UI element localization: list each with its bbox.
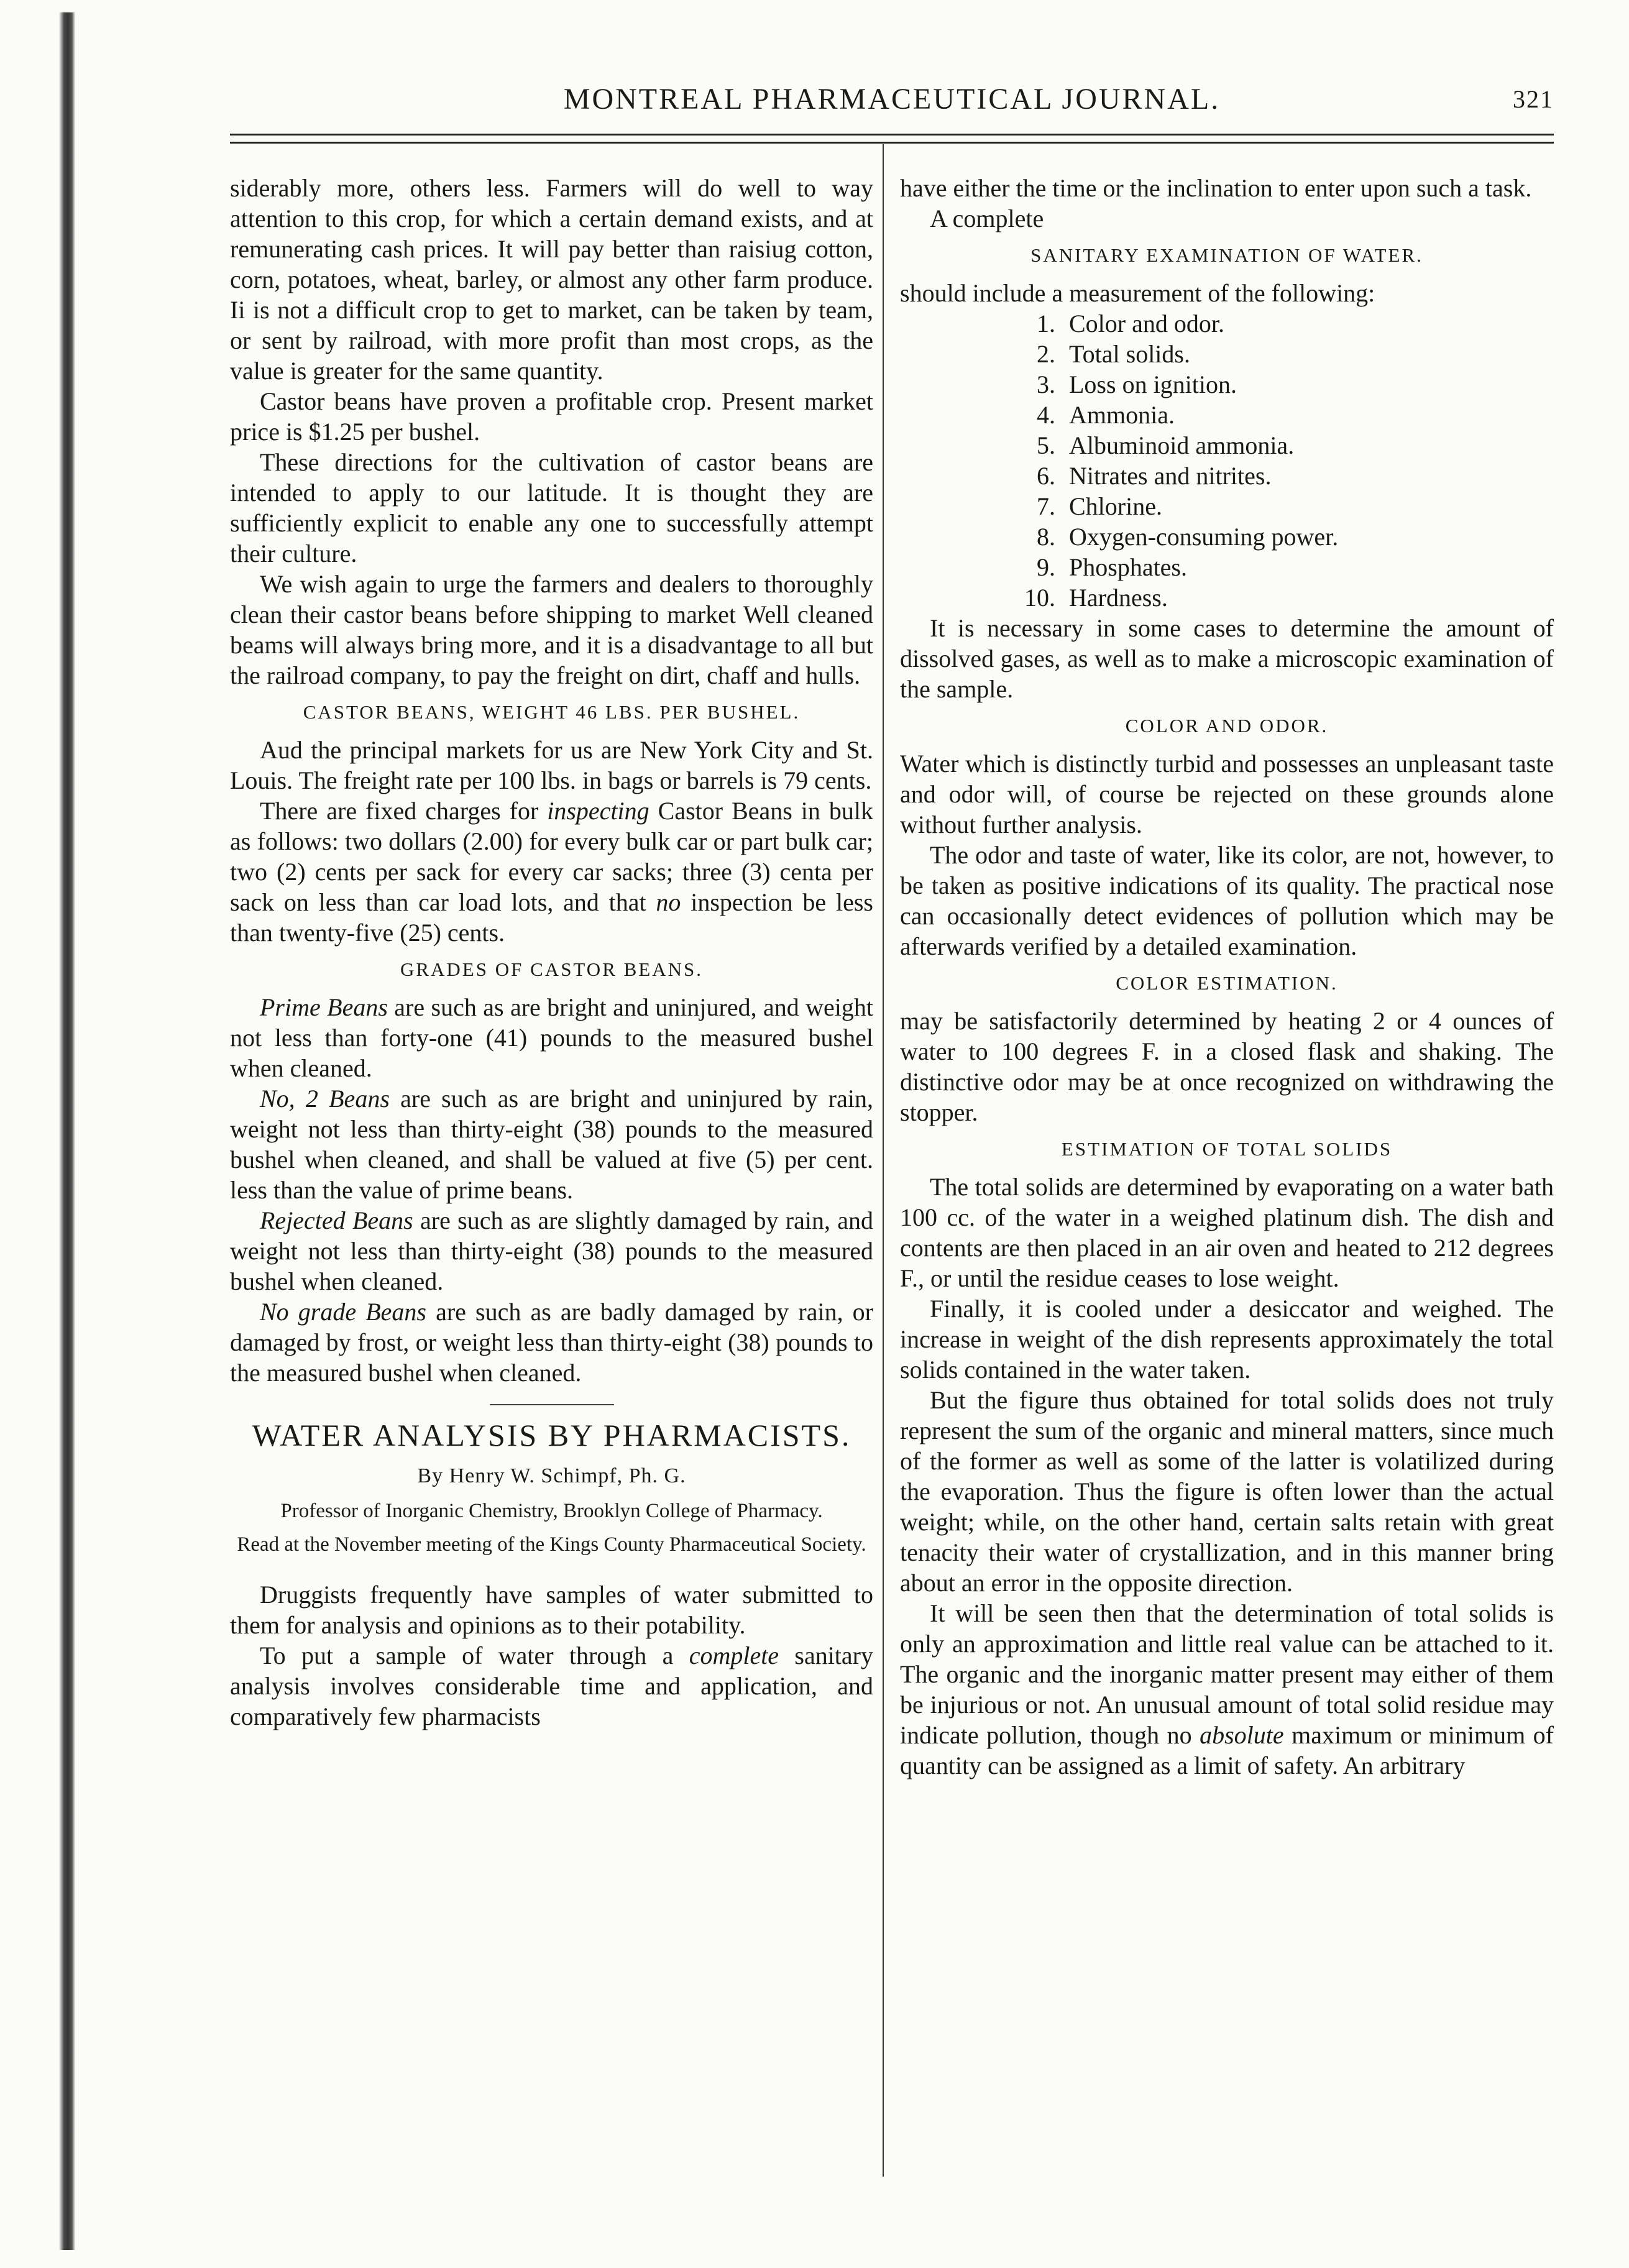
section-heading-color-odor: COLOR AND ODOR.	[1125, 715, 1329, 737]
paragraph: Aud the principal markets for us are New York City and St. Louis. The freight rate per 100 lbs. in bags or barrels is 79 cents.	[230, 736, 873, 794]
paragraph: siderably more, others less. Farmers will do well to way attention to this crop, for which a certain demand exists, and at remunerating cash prices. It will pay better than raisiug cotton, corn, potatoes, wheat, barley, or almost any other farm produce. Ii is not a difficult crop to get to market, can be taken by team, or sent by railroad, with more profit than most crops, as the value is greater for the same quantity.	[230, 174, 873, 385]
paragraph: These directions for the cultivation of castor beans are intended to apply to our latitude. It is thought they are sufficiently explicit to enable any one to successfully attempt their culture.	[230, 448, 873, 567]
paragraph: It will be seen then that the determination of total solids is only an approximation and little real value can be attached to it. The organic and the inorganic matter present may either of them be injurious or not. An unusual amount of total solid residue may indicate pollution, though no absolute maximum or minimum of quantity can be assigned as a limit of safety. An arbitrary	[900, 1599, 1554, 1779]
author-byline: By Henry W. Schimpf, Ph. G.	[417, 1464, 686, 1487]
paragraph: It is necessary in some cases to determine the amount of dissolved gases, as well as to make a microscopic examination of the sample.	[900, 614, 1554, 703]
paragraph: may be satisfactorily determined by heating 2 or 4 ounces of water to 100 degrees F. in a closed flask and shaking. The distinctive odor may be at once recognized on withdrawing the stopper.	[900, 1007, 1554, 1126]
article-title: WATER ANALYSIS BY PHARMACISTS.	[252, 1418, 851, 1453]
paragraph: The odor and taste of water, like its color, are not, however, to be taken as positive indications of its quality. The practical nose can occasionally detect evidences of pollution which may be afterwards verified by a detailed examination.	[900, 841, 1554, 960]
paragraph: Water which is distinctly turbid and possesses an unpleasant taste and odor will, of course be rejected on these grounds alone without further analysis.	[900, 750, 1554, 838]
header-double-rule	[230, 134, 1554, 144]
binding-edge	[59, 12, 75, 2250]
grade-no2: No, 2 Beans are such as are bright and uninjured by rain, weight not less than thirty-eight (38) pounds to the measured bushel when cleaned, and shall be valued at five (5) per cent. less than the value of prime beans.	[230, 1085, 873, 1204]
paragraph-inspection: There are fixed charges for inspecting Castor Beans in bulk as follows: two dollars (2.00) for every bulk car or part bulk car; two (2) cents per sack for every car sacks; three (3) centa per sack on less than car load lots, and that no inspection be less than twenty-five (25) cents.	[230, 797, 874, 947]
list-item: 3. Loss on ignition.	[1037, 370, 1237, 398]
section-heading-grades: GRADES OF CASTOR BEANS.	[400, 958, 703, 980]
section-heading-sanitary: SANITARY EXAMINATION OF WATER.	[1030, 244, 1423, 266]
author-affiliation: Professor of Inorganic Chemistry, Brooklyn College of Pharmacy.	[280, 1500, 823, 1522]
list-item: 1. Color and odor.	[1037, 310, 1224, 337]
grade-no-grade: No grade Beans are such as are badly damaged by rain, or damaged by frost, or weight less than thirty-eight (38) pounds to the measured bushel when cleaned.	[230, 1298, 874, 1387]
section-heading-color-estimation: COLOR ESTIMATION.	[1116, 972, 1338, 994]
test-list	[900, 308, 1554, 613]
paragraph: But the figure thus obtained for total solids does not truly represent the sum of the organic and mineral matters, since much of the former as well as some of the latter is volatilized during the evaporation. Thus the figure is often lower than the actual weight; while, on the other hand, certain salts retain with great tenacity their water of crystallization, and in this manner bring about an error in the opposite direction.	[900, 1386, 1554, 1597]
grade-rejected: Rejected Beans are such as are slightly damaged by rain, and weight not less than thirty-eight (38) pounds to the measured bushel when cleaned.	[230, 1206, 873, 1295]
paragraph: Castor beans have proven a profitable crop. Present market price is $1.25 per bushel.	[230, 387, 873, 446]
list-item: 5. Albuminoid ammonia.	[1037, 431, 1295, 459]
list-item: 4. Ammonia.	[1037, 401, 1175, 429]
paragraph: A complete	[930, 204, 1044, 232]
list-item: 7. Chlorine.	[1037, 492, 1162, 520]
read-note: Read at the November meeting of the Kings County Pharmaceutical Society.	[237, 1533, 866, 1556]
paragraph: Finally, it is cooled under a desiccator and weighed. The increase in weight of the dish represents approximately the total solids contained in the water taken.	[900, 1295, 1554, 1384]
column-divider	[883, 144, 884, 2177]
paragraph: should include a measurement of the following:	[900, 279, 1375, 307]
paragraph: We wish again to urge the farmers and dealers to thoroughly clean their castor beans before shipping to market Well cleaned beams will always bring more, and it is a disadvantage to all but the railroad company, to pay the freight on dirt, chaff and hulls.	[230, 570, 873, 689]
list-item: 8. Oxygen-consuming power.	[1037, 523, 1339, 551]
paragraph: The total solids are determined by evaporating on a water bath 100 cc. of the water in a weighed platinum dish. The dish and contents are then placed in an air oven and heated to 212 degrees F., or until the residue ceases to lose weight.	[900, 1173, 1554, 1292]
list-item: 9. Phosphates.	[1037, 553, 1187, 581]
section-heading-weight: CASTOR BEANS, WEIGHT 46 LBS. PER BUSHEL.	[303, 701, 801, 723]
grade-prime: Prime Beans are such as are bright and uninjured, and weight not less than forty-one (41) pounds to the measured bushel when cleaned.	[230, 993, 873, 1082]
section-separator	[490, 1404, 614, 1405]
paragraph: To put a sample of water through a complete sanitary analysis involves considerable time and application, and comparatively few pharmacists	[230, 1641, 873, 1730]
right-column	[900, 173, 1554, 1781]
page-number: 321	[1513, 85, 1554, 113]
paragraph: have either the time or the inclination to enter upon such a task.	[900, 174, 1532, 202]
list-item: 6. Nitrates and nitrites.	[1037, 462, 1272, 490]
journal-title: MONTREAL PHARMACEUTICAL JOURNAL.	[563, 83, 1221, 116]
list-item: 10. Hardness.	[1024, 584, 1168, 612]
left-column	[230, 173, 873, 1732]
section-heading-total-solids: ESTIMATION OF TOTAL SOLIDS	[1061, 1138, 1393, 1160]
page-header	[230, 81, 1554, 124]
list-item: 2. Total solids.	[1037, 340, 1190, 368]
paragraph: Druggists frequently have samples of water submitted to them for analysis and opinions as to their potability.	[230, 1581, 873, 1639]
